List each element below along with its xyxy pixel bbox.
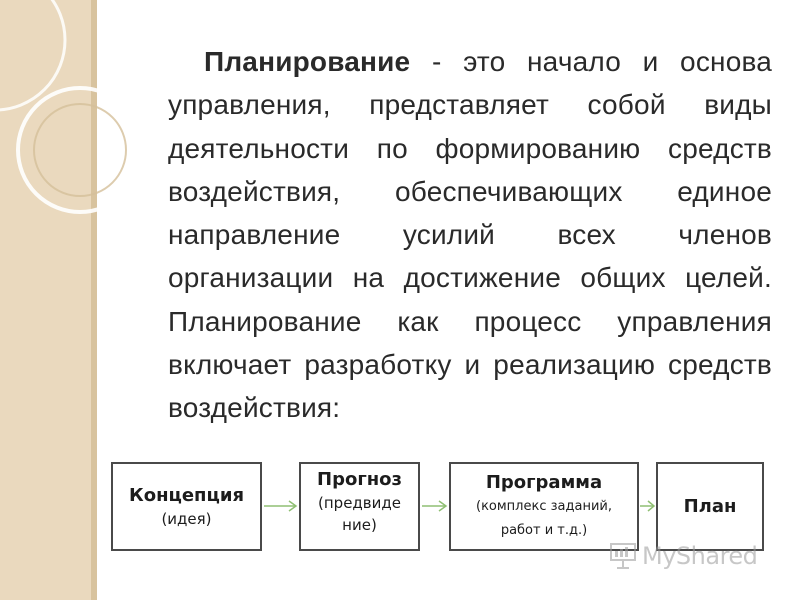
flow-box-title: Программа xyxy=(485,471,603,493)
flow-box-subtitle-line2: работ и т.д.) xyxy=(500,522,588,538)
definition-paragraph xyxy=(168,40,772,430)
presentation-board-icon xyxy=(608,541,638,571)
decorative-circles xyxy=(0,0,150,260)
flow-box-subtitle-line2: ние) xyxy=(342,516,377,534)
flow-box-forecast xyxy=(299,462,420,551)
watermark xyxy=(608,536,757,576)
flow-box-subtitle-line1: (предвиде xyxy=(318,494,401,512)
flow-box-subtitle: (идея) xyxy=(161,509,212,528)
flow-box-title: Концепция xyxy=(128,484,244,506)
flow-box-subtitle-line1: (комплекс заданий, xyxy=(476,498,612,514)
flow-box-title: План xyxy=(683,495,737,517)
arrow-right-icon xyxy=(420,498,450,514)
flow-box-concept xyxy=(111,462,262,551)
flow-box-title: Прогноз xyxy=(317,469,402,490)
definition-text: - это начало и основа управления, представляет собой виды деятельности по формированию средств воздействия, обеспечивающих единое направление усилий всех членов организации на достижение общих целей. Планирование как процесс управления включает разработку и реализацию средств воздействия: xyxy=(168,46,772,424)
arrow-right-icon xyxy=(262,498,300,514)
term-planning: Планирование xyxy=(204,46,411,77)
arrow-right-icon xyxy=(639,498,657,514)
watermark-text: MyShared xyxy=(642,542,758,570)
